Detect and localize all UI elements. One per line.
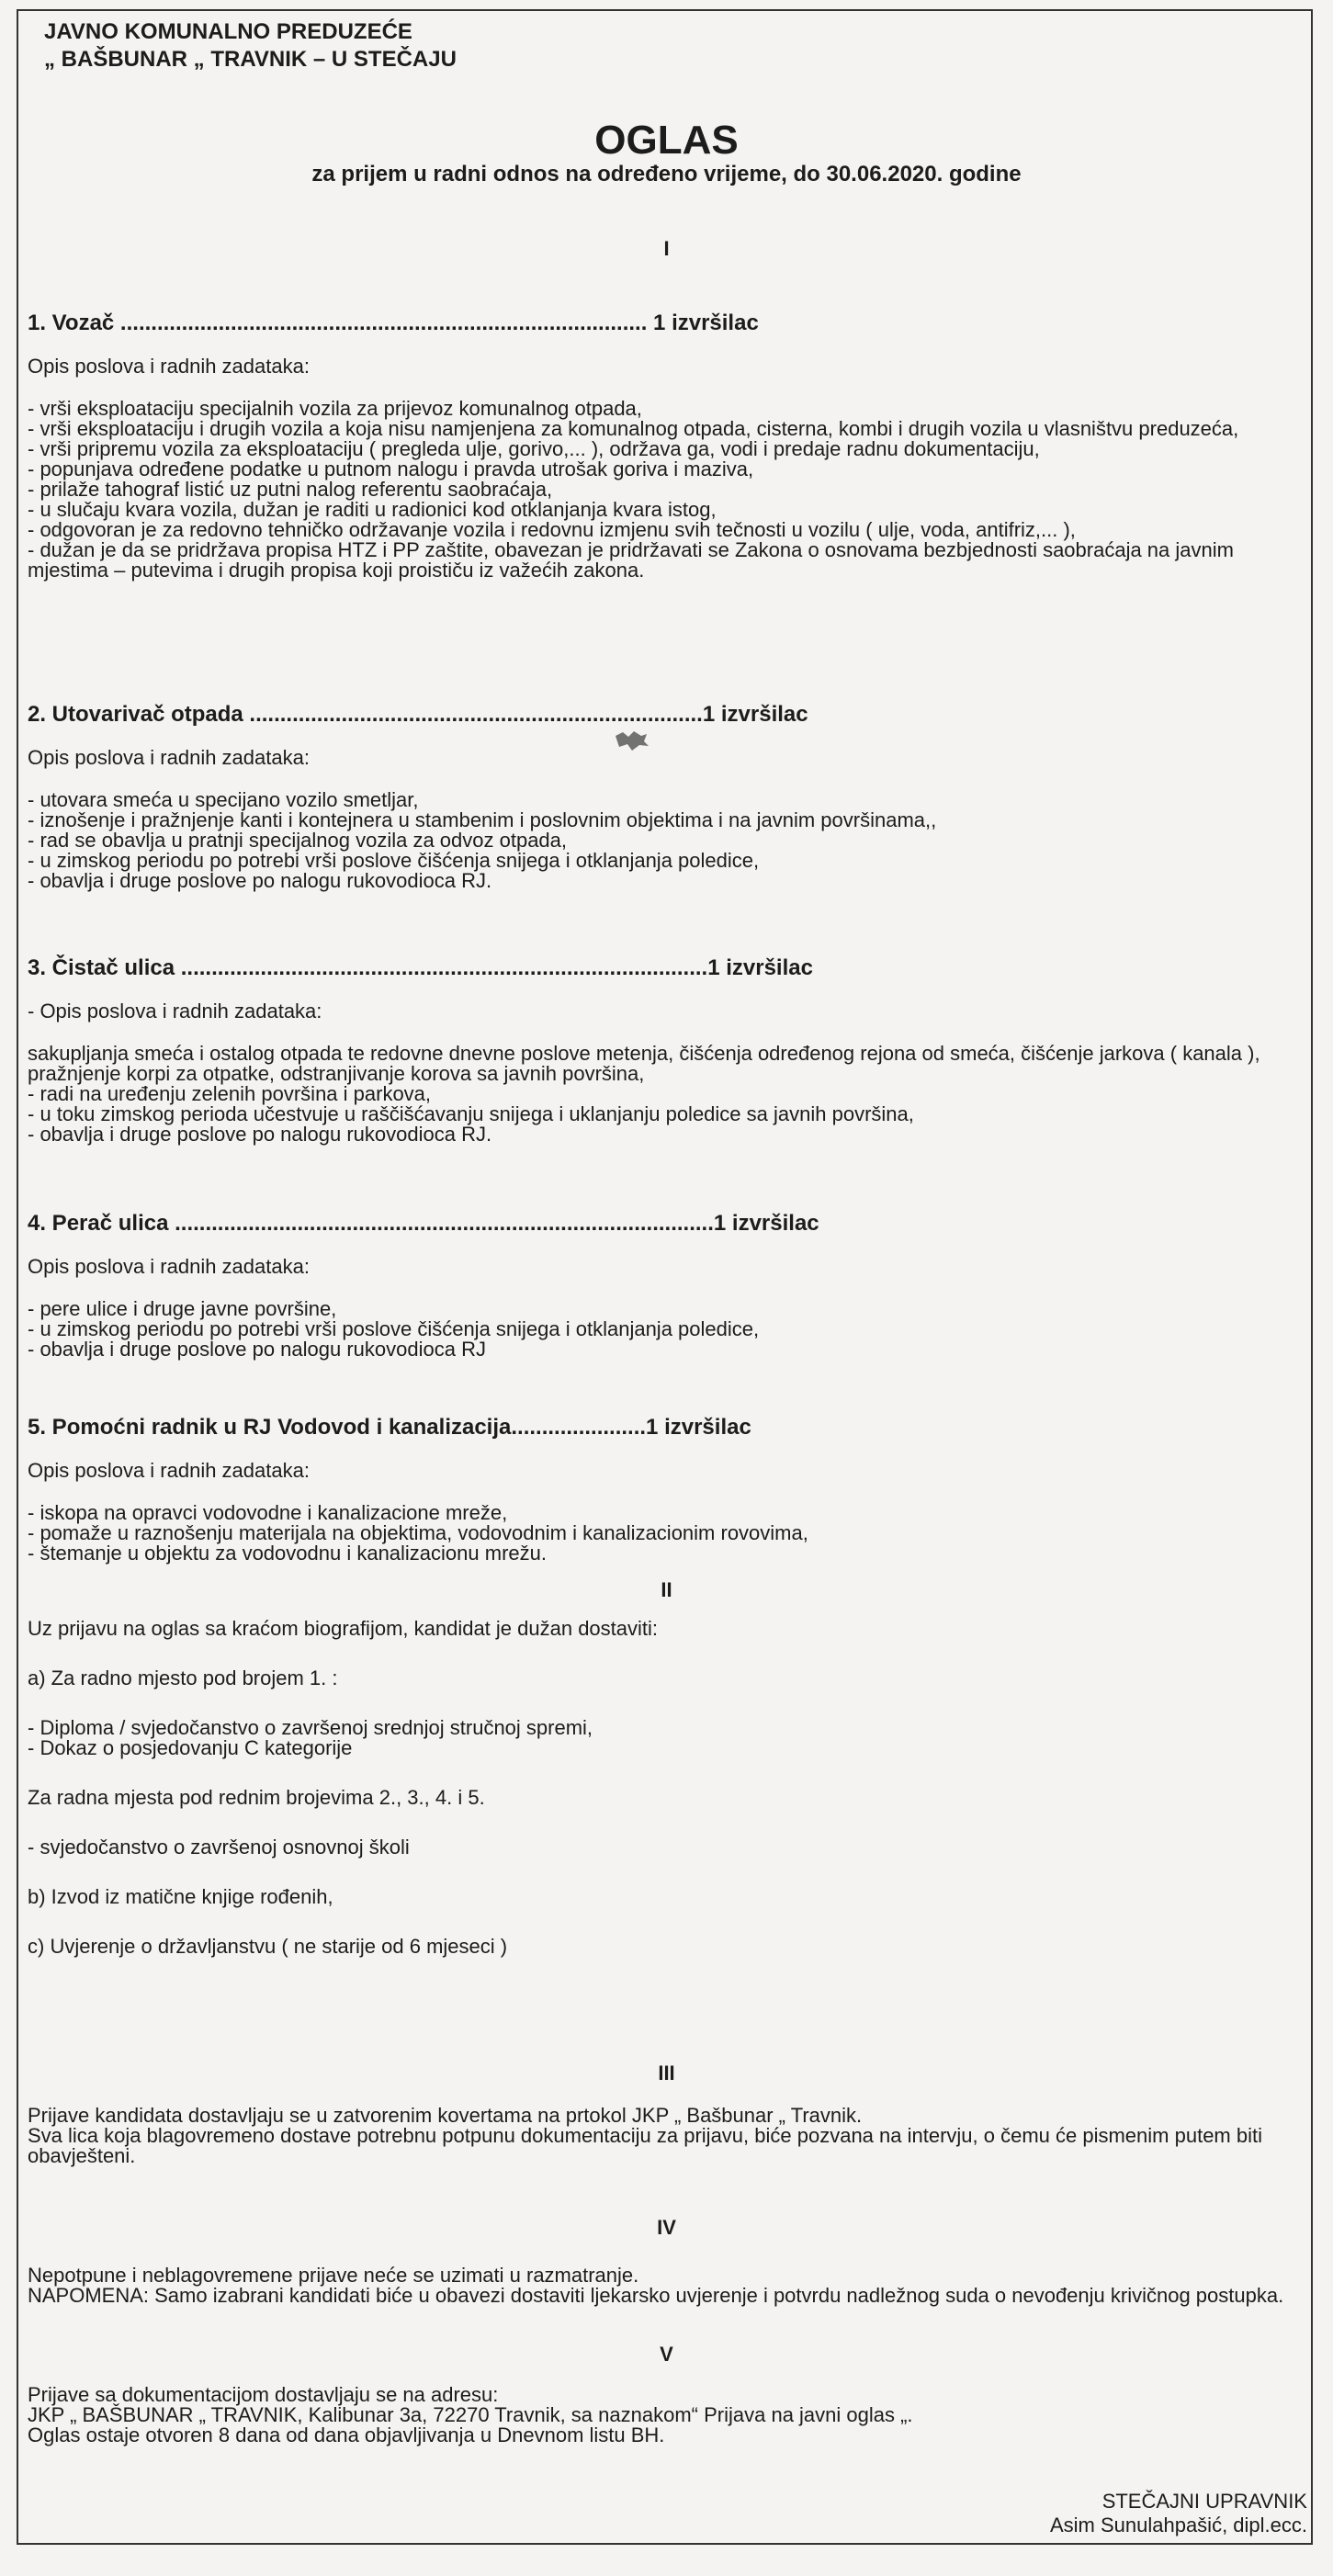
position-5-heading: 5. Pomoćni radnik u RJ Vodovod i kanalizacija......................1 izvršilac [28, 1415, 751, 1440]
section-ii-heading: II [661, 1578, 672, 1601]
duty-line: - u toku zimskog perioda učestvuje u raščišćavanju snijega i uklanjanju poledice sa javnih površina, [28, 1102, 914, 1125]
section-i-heading: I [663, 237, 670, 260]
section-v-line: Oglas ostaje otvoren 8 dana od dana objavljivanja u Dnevnom listu BH. [28, 2423, 665, 2446]
duty-line: - iznošenje i pražnjenje kanti i kontejnera u stambenim i poslovnim objektima i na javnim površinama,, [28, 808, 937, 831]
position-5 [28, 1415, 1295, 1564]
position-1 [28, 311, 1295, 581]
section-v-address: JKP „ BAŠBUNAR „ TRAVNIK, Kalibunar 3a, 72270 Travnik, sa naznakom“ Prijava na javni oglas „. [28, 2403, 913, 2426]
duty-line: - vrši pripremu vozila za eksploataciju ( pregleda ulje, gorivo,... ), održava ga, vodi i predaje radnu dokumentaciju, [28, 437, 1040, 460]
section-iii-heading: III [658, 2062, 675, 2085]
position-4-intro: Opis poslova i radnih zadataka: [28, 1255, 310, 1278]
duty-line: - iskopa na opravci vodovodne i kanalizacione mreže, [28, 1501, 508, 1524]
position-1-intro: Opis poslova i radnih zadataka: [28, 355, 310, 378]
signatory-name: Asim Sunulahpašić, dipl.ecc. [1049, 2514, 1307, 2536]
position-4-heading: 4. Perač ulica ........................................................................................1 izvršilac [28, 1211, 819, 1236]
section-iv-body [28, 2265, 1295, 2306]
position-3 [28, 955, 1295, 1145]
section-ii-intro: Uz prijavu na oglas sa kraćom biografijom, kandidat je dužan dostaviti: [28, 1617, 659, 1640]
section-iii-body [28, 2106, 1295, 2166]
position-4 [28, 1211, 1295, 1360]
position-5-intro: Opis poslova i radnih zadataka: [28, 1459, 310, 1482]
section-iv-line: Nepotpune i neblagovremene prijave neće se uzimati u razmatranje. [28, 2264, 639, 2287]
section-ii-body [28, 1619, 1295, 1957]
section-iii-line: Sva lica koja blagovremeno dostave potrebnu potpunu dokumentaciju za prijavu, biće pozvana na intervju, o čemu će pismenim putem biti obavješteni. [28, 2124, 1262, 2167]
duty-line: - u slučaju kvara vozila, dužan je raditi u radionici kod otklanjanja kvara istog, [28, 498, 717, 521]
position-3-duties [28, 1044, 1295, 1145]
duty-line: - vrši eksploataciju specijalnih vozila za prijevoz komunalnog otpada, [28, 397, 642, 420]
duty-line: - u zimskog periodu po potrebi vrši poslove čišćenja snijega i otklanjanja poledice, [28, 849, 760, 872]
position-2-duties [28, 790, 1295, 891]
requirement-b: b) Izvod iz matične knjige rođenih, [28, 1885, 333, 1908]
position-2-intro: Opis poslova i radnih zadataka: [28, 746, 310, 769]
position-1-duties [28, 399, 1295, 581]
duty-line: - utovara smeća u specijano vozilo smetljar, [28, 788, 419, 811]
requirement-a-item: - Dokaz o posjedovanju C kategorije [28, 1736, 353, 1759]
duty-line: - rad se obavlja u pratnji specijalnog vozila za odvoz otpada, [28, 829, 568, 852]
requirement-other: Za radna mjesta pod rednim brojevima 2., 3., 4. i 5. [28, 1786, 485, 1809]
duty-line: sakupljanja smeća i ostalog otpada te redovne dnevne poslove metenja, čišćenja određenog rejona od smeća, čišćenje jarkova ( kanala ), pražnjenje korpi za otpatke, odstranjivanje korova sa javnih površina, [28, 1042, 1260, 1085]
position-4-duties [28, 1299, 1295, 1360]
ad-subtitle: za prijem u radni odnos na određeno vrijeme, do 30.06.2020. godine [311, 162, 1022, 186]
section-v-line: Prijave sa dokumentacijom dostavljaju se na adresu: [28, 2383, 499, 2406]
requirement-a: a) Za radno mjesto pod brojem 1. : [28, 1666, 338, 1689]
section-iii-line: Prijave kandidata dostavljaju se u zatvorenim kovertama na prtokol JKP „ Bašbunar „ Travnik. [28, 2104, 863, 2127]
duty-line: - pomaže u raznošenju materijala na objektima, vodovodnim i kanalizacionim rovovima, [28, 1521, 808, 1544]
organization-line-1: JAVNO KOMUNALNO PREDUZEĆE [44, 19, 412, 44]
duty-line: - pere ulice i druge javne površine, [28, 1297, 337, 1320]
duty-line: - obavlja i druge poslove po nalogu rukovodioca RJ. [28, 869, 492, 892]
section-v-body [28, 2385, 1295, 2446]
duty-line: - obavlja i druge poslove po nalogu rukovodioca RJ. [28, 1123, 492, 1146]
duty-line: - u zimskog periodu po potrebi vrši poslove čišćenja snijega i otklanjanja poledice, [28, 1317, 760, 1340]
position-2-heading: 2. Utovarivač otpada ..........................................................................1 izvršilac [28, 702, 808, 727]
duty-line: - dužan je da se pridržava propisa HTZ i PP zaštite, obavezan je pridržavati se Zakona o osnovama bezbjednosti saobraćaja na javnim mjestima – putevima i drugih propisa koji proističu iz važećih zakona. [28, 538, 1234, 582]
duty-line: - popunjava određene podatke u putnom nalogu i pravda utrošak goriva i maziva, [28, 458, 754, 480]
duty-line: - prilaže tahograf listić uz putni nalog referentu saobraćaja, [28, 478, 553, 501]
section-iv-note: NAPOMENA: Samo izabrani kandidati biće u obavezi dostaviti ljekarsko uvjerenje i potvrdu nadležnog suda o nevođenju krivičnog postupka. [28, 2284, 1284, 2307]
requirement-a-item: - Diploma / svjedočanstvo o završenoj srednjoj stručnoj spremi, [28, 1716, 593, 1739]
duty-line: - odgovoran je za redovno tehničko održavanje vozila i redovnu izmjenu svih tečnosti u vozilu ( ulje, voda, antifriz,... ), [28, 518, 1076, 541]
organization-line-2: „ BAŠBUNAR „ TRAVNIK – U STEČAJU [44, 47, 457, 72]
position-3-heading: 3. Čistač ulica ......................................................................................1 izvršilac [28, 955, 813, 980]
position-1-heading: 1. Vozač ...................................................................................... 1 izvršilac [28, 311, 759, 335]
position-3-intro: - Opis poslova i radnih zadataka: [28, 1000, 322, 1022]
signature-block [1050, 2490, 1307, 2537]
requirement-c: c) Uvjerenje o državljanstvu ( ne starije od 6 mjeseci ) [28, 1935, 508, 1958]
ad-title: OGLAS [594, 118, 739, 163]
requirement-other-item: - svjedočanstvo o završenoj osnovnoj školi [28, 1836, 410, 1859]
section-iv-heading: IV [657, 2216, 676, 2239]
position-5-duties [28, 1503, 1295, 1564]
section-v-heading: V [660, 2343, 673, 2366]
signatory-role: STEČAJNI UPRAVNIK [1101, 2490, 1307, 2513]
position-2 [28, 702, 1295, 891]
duty-line: - obavlja i druge poslove po nalogu rukovodioca RJ [28, 1338, 486, 1361]
duty-line: - radi na uređenju zelenih površina i parkova, [28, 1082, 432, 1105]
duty-line: - vrši eksploataciju i drugih vozila a koja nisu namjenjena za komunalnog otpada, cisterna, kombi i drugih vozila u vlasništvu preduzeća, [28, 417, 1239, 440]
duty-line: - štemanje u objektu za vodovodnu i kanalizacionu mrežu. [28, 1542, 547, 1565]
organization-name [44, 18, 457, 73]
